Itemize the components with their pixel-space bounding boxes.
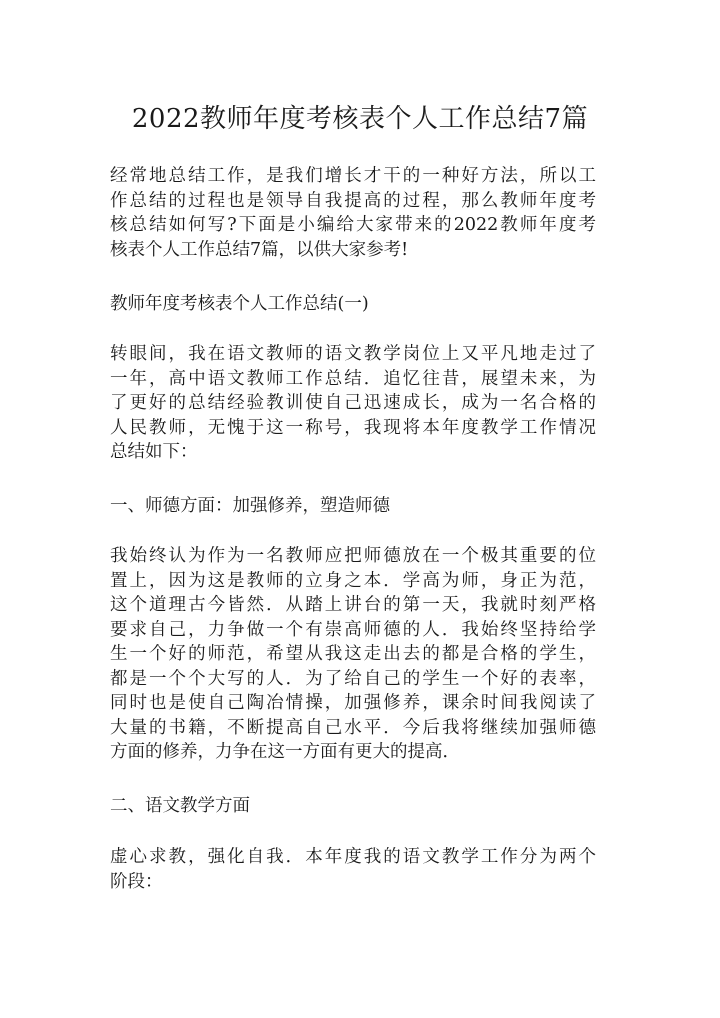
section1-line: 了更好的总结经验教训使自己迅速成长，成为一名合格的 xyxy=(110,393,596,413)
section1-title: 教师年度考核表个人工作总结(一) xyxy=(110,294,369,314)
morality-line: 置上，因为这是教师的立身之本．学高为师，身正为范， xyxy=(110,570,596,591)
morality-line: 都是一个个大写的人．为了给自己的学生一个好的表率， xyxy=(110,668,596,689)
intro-paragraph xyxy=(110,164,596,262)
morality-paragraph xyxy=(110,544,596,765)
morality-line: 生一个好的师范，希望从我这走出去的都是合格的学生， xyxy=(110,644,596,664)
intro-line: 核总结如何写?下面是小编给大家带来的2022教师年度考 xyxy=(110,215,596,235)
section1-line: 人民教师，无愧于这一称号，我现将本年度教学工作情况 xyxy=(110,417,596,438)
document-title: 2022教师年度考核表个人工作总结7篇 xyxy=(131,104,589,134)
intro-line: 作总结的过程也是领导自我提高的过程，那么教师年度考 xyxy=(110,190,596,211)
chinese-teaching-line: 虚心求教，强化自我．本年度我的语文教学工作分为两个 xyxy=(110,847,596,867)
intro-line: 经常地总结工作，是我们增长才干的一种好方法，所以工 xyxy=(110,166,596,186)
chinese-teaching-paragraph xyxy=(110,845,596,894)
morality-line: 大量的书籍，不断提高自己水平．今后我将继续加强师德 xyxy=(110,717,596,738)
heading-chinese-teaching: 二、语文教学方面 xyxy=(110,796,250,816)
chinese-teaching-line: 阶段： xyxy=(110,871,163,892)
heading-morality: 一、师德方面：加强修养，塑造师德 xyxy=(110,496,390,516)
morality-line: 方面的修养，力争在这一方面有更大的提高． xyxy=(110,742,460,762)
section1-line: 总结如下： xyxy=(110,442,198,462)
morality-line: 要求自己，力争做一个有崇高师德的人．我始终坚持给学 xyxy=(110,619,596,640)
section1-line: 转眼间，我在语文教师的语文教学岗位上又平凡地走过了 xyxy=(110,344,596,364)
section1-paragraph xyxy=(110,342,596,465)
morality-line: 我始终认为作为一名教师应把师德放在一个极其重要的位 xyxy=(110,546,596,566)
intro-line: 核表个人工作总结7篇，以供大家参考! xyxy=(110,239,409,260)
morality-line: 同时也是使自己陶冶情操，加强修养，课余时间我阅读了 xyxy=(110,693,596,713)
section1-line: 一年，高中语文教师工作总结．追忆往昔，展望未来，为 xyxy=(110,368,596,389)
morality-line: 这个道理古今皆然．从踏上讲台的第一天，我就时刻严格 xyxy=(110,595,596,615)
